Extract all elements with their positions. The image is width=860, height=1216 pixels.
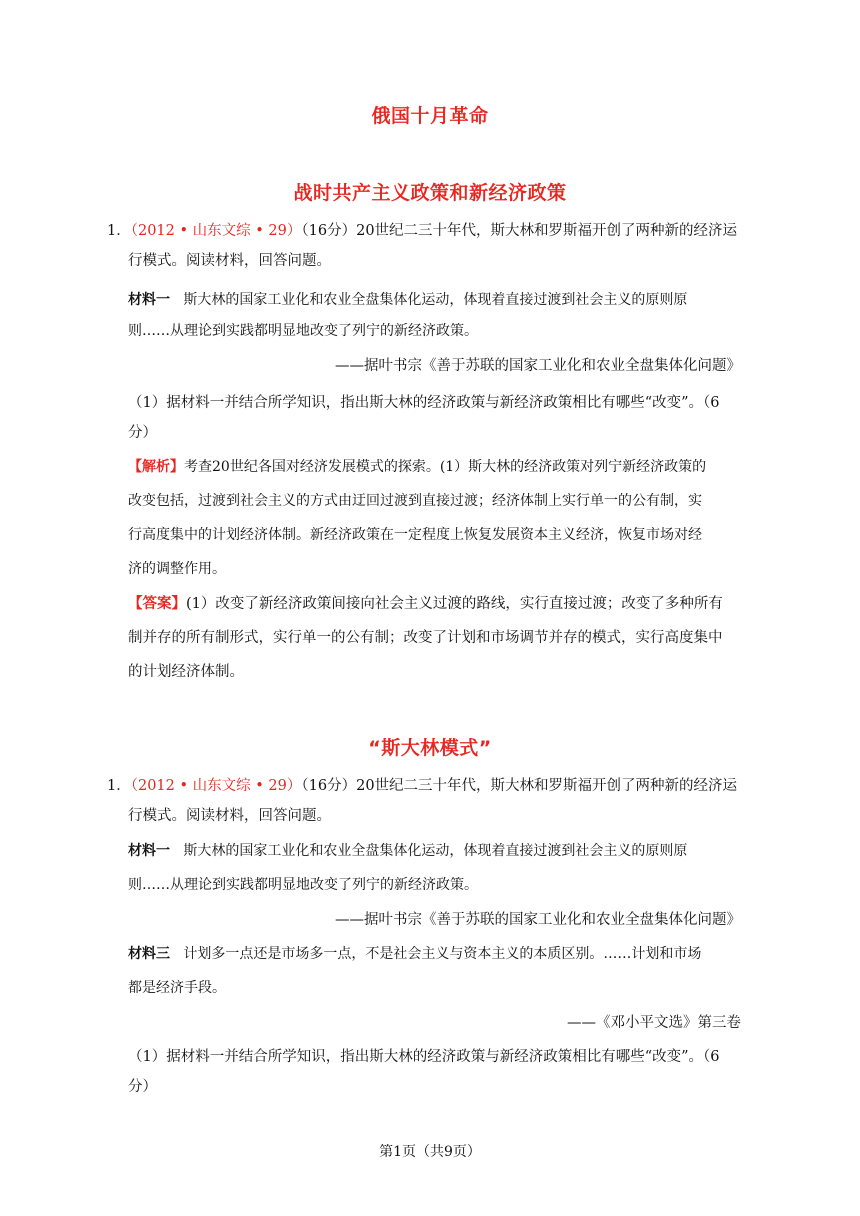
material-2-1-line-2: 则……从理论到实践都明显地改变了列宁的新经济政策。 bbox=[128, 877, 478, 893]
material-2-3-line-1 bbox=[128, 944, 701, 964]
page-footer: 第1页（共9页） bbox=[379, 1144, 481, 1160]
question-text: （16分）20世纪二三十年代，斯大林和罗斯福开创了两种新的经济运 bbox=[301, 223, 738, 239]
title-war-communism: 战时共产主义政策和新经济政策 bbox=[293, 182, 567, 204]
answer-line-1 bbox=[128, 594, 723, 614]
material-text: 斯大林的国家工业化和农业全盘集体化运动，体现着直接过渡到社会主义的原则原 bbox=[183, 292, 688, 308]
material-2-3-line-2: 都是经济手段。 bbox=[128, 980, 226, 996]
answer-label: 【答案】 bbox=[128, 595, 186, 612]
question-1-line-1 bbox=[107, 221, 737, 241]
material-2-1-source: ——据叶书宗《善于苏联的国家工业化和农业全盘集体化问题》 bbox=[335, 912, 741, 928]
material-label: 材料三 bbox=[128, 946, 170, 962]
analysis-line-3: 行高度集中的计划经济体制。新经济政策在一定程度上恢复发展资本主义经济，恢复市场对经 bbox=[128, 527, 702, 543]
question-2-line-2: 行模式。阅读材料，回答问题。 bbox=[128, 808, 331, 824]
question-source: （2012 • 山东文综 • 29） bbox=[130, 778, 302, 794]
analysis-text: 考查20世纪各国对经济发展模式的探索。(1）斯大林的经济政策对列宁新经济政策的 bbox=[184, 459, 707, 475]
question-2-line-1 bbox=[107, 776, 737, 796]
analysis-line-4: 济的调整作用。 bbox=[128, 561, 226, 577]
material-text: 斯大林的国家工业化和农业全盘集体化运动，体现着直接过渡到社会主义的原则原 bbox=[183, 843, 688, 859]
material-label: 材料一 bbox=[128, 292, 170, 308]
question-1-line-2: 行模式。阅读材料，回答问题。 bbox=[128, 253, 331, 269]
title-stalin-model: “斯大林模式” bbox=[368, 737, 492, 759]
material-1-source: ——据叶书宗《善于苏联的国家工业化和农业全盘集体化问题》 bbox=[335, 358, 741, 374]
material-1-line-1 bbox=[128, 290, 687, 310]
answer-text: (1）改变了新经济政策间接向社会主义过渡的路线，实行直接过渡；改变了多种所有 bbox=[186, 596, 723, 612]
answer-line-3: 的计划经济体制。 bbox=[128, 664, 244, 680]
material-1-line-2: 则……从理论到实践都明显地改变了列宁的新经济政策。 bbox=[128, 323, 478, 339]
material-text: 计划多一点还是市场多一点，不是社会主义与资本主义的本质区别。……计划和市场 bbox=[183, 946, 702, 962]
subquestion-2-line-2: 分） bbox=[128, 1079, 157, 1095]
analysis-line-1 bbox=[128, 457, 706, 477]
analysis-line-2: 改变包括，过渡到社会主义的方式由迂回过渡到直接过渡；经济体制上实行单一的公有制，实 bbox=[128, 493, 702, 509]
question-text: （16分）20世纪二三十年代，斯大林和罗斯福开创了两种新的经济运 bbox=[301, 778, 738, 794]
question-number: 1． bbox=[107, 223, 131, 239]
material-2-1-line-1 bbox=[128, 841, 687, 861]
subquestion-1-line-1: （1）据材料一并结合所学知识，指出斯大林的经济政策与新经济政策相比有哪些“改变”。（6 bbox=[128, 395, 720, 411]
analysis-label: 【解析】 bbox=[128, 459, 184, 475]
subquestion-2-line-1: （1）据材料一并结合所学知识，指出斯大林的经济政策与新经济政策相比有哪些“改变”。（6 bbox=[128, 1049, 720, 1065]
subquestion-1-line-2: 分） bbox=[128, 425, 157, 441]
answer-line-2: 制并存的所有制形式，实行单一的公有制；改变了计划和市场调节并存的模式，实行高度集中 bbox=[128, 630, 723, 646]
title-october-revolution: 俄国十月革命 bbox=[371, 105, 489, 127]
question-source: （2012 • 山东文综 • 29） bbox=[130, 223, 302, 239]
material-2-3-source: ——《邓小平文选》第三卷 bbox=[567, 1015, 741, 1031]
question-number: 1． bbox=[107, 778, 131, 794]
material-label: 材料一 bbox=[128, 843, 170, 859]
